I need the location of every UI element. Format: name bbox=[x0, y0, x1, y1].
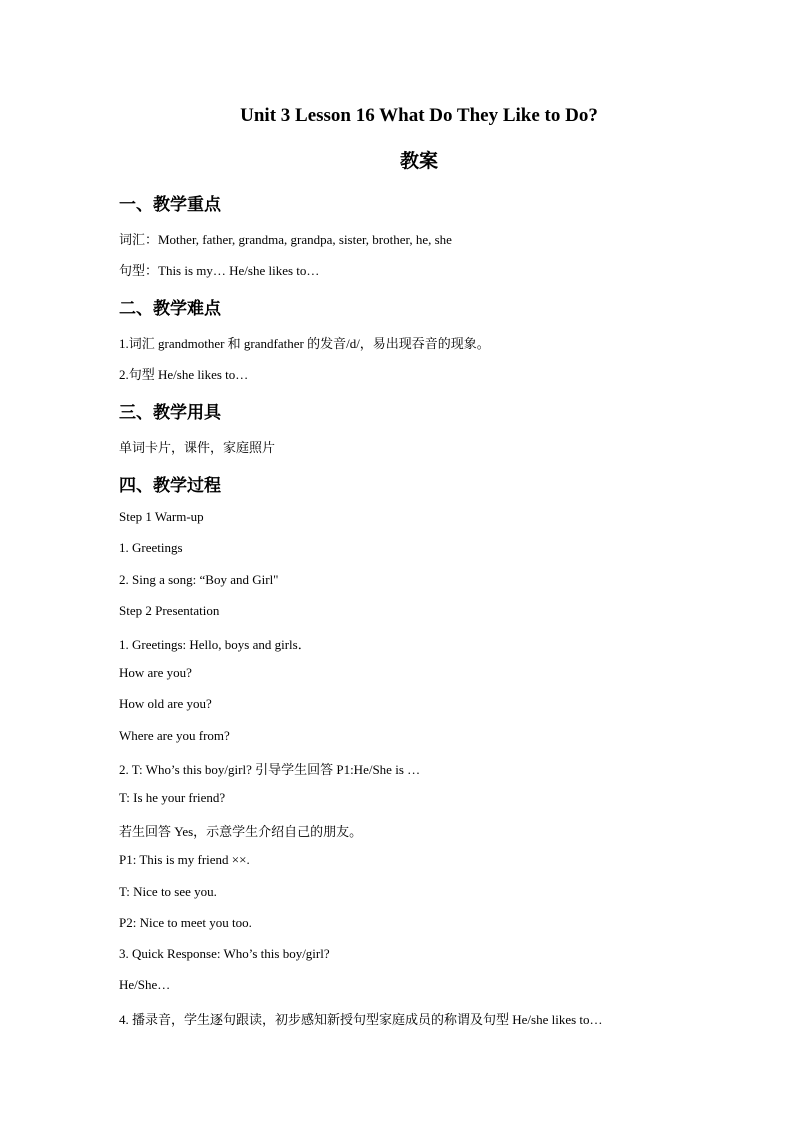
document-subtitle: 教案 bbox=[399, 151, 438, 172]
section-heading-materials: 三、教学用具 bbox=[119, 403, 221, 422]
document-title: Unit 3 Lesson 16 What Do They Like to Do? bbox=[240, 105, 598, 126]
key-points-sentence: 句型：This is my… He/she likes to… bbox=[119, 263, 320, 278]
process-line: P2: Nice to meet you too. bbox=[119, 915, 252, 930]
process-line: How old are you? bbox=[119, 696, 212, 711]
section-heading-difficulties: 二、教学难点 bbox=[119, 299, 221, 318]
process-line: 4. 播录音，学生逐句跟读，初步感知新授句型家庭成员的称谓及句型 He/she likes to… bbox=[119, 1012, 603, 1027]
key-points-vocabulary: 词汇：Mother, father, grandma, grandpa, sister, brother, he, she bbox=[119, 232, 452, 247]
process-line: Step 2 Presentation bbox=[119, 603, 220, 618]
section-heading-process: 四、教学过程 bbox=[119, 476, 221, 495]
process-line: 2. T: Who’s this boy/girl? 引导学生回答 P1:He/She is … bbox=[119, 762, 421, 777]
process-line: P1: This is my friend ××. bbox=[119, 852, 250, 867]
difficulty-line-2: 2.句型 He/she likes to… bbox=[119, 367, 249, 382]
process-line: Where are you from? bbox=[119, 728, 230, 743]
process-line: He/She… bbox=[119, 977, 171, 992]
process-line: How are you? bbox=[119, 665, 192, 680]
difficulty-line-1: 1.词汇 grandmother 和 grandfather 的发音/d/，易出现吞音的现象。 bbox=[119, 336, 490, 351]
process-line: Step 1 Warm-up bbox=[119, 509, 204, 524]
section-heading-key-points: 一、教学重点 bbox=[119, 195, 221, 214]
process-line: 1. Greetings: Hello, boys and girls． bbox=[119, 637, 311, 652]
process-line: T: Is he your friend? bbox=[119, 790, 226, 805]
process-line: 2. Sing a song: “Boy and Girl" bbox=[119, 572, 279, 587]
process-line: T: Nice to see you. bbox=[119, 884, 217, 899]
process-line: 1. Greetings bbox=[119, 540, 183, 555]
process-line: 若生回答 Yes，示意学生介绍自己的朋友。 bbox=[119, 824, 363, 839]
process-line: 3. Quick Response: Who’s this boy/girl? bbox=[119, 946, 330, 961]
materials-line: 单词卡片，课件，家庭照片 bbox=[119, 440, 276, 455]
